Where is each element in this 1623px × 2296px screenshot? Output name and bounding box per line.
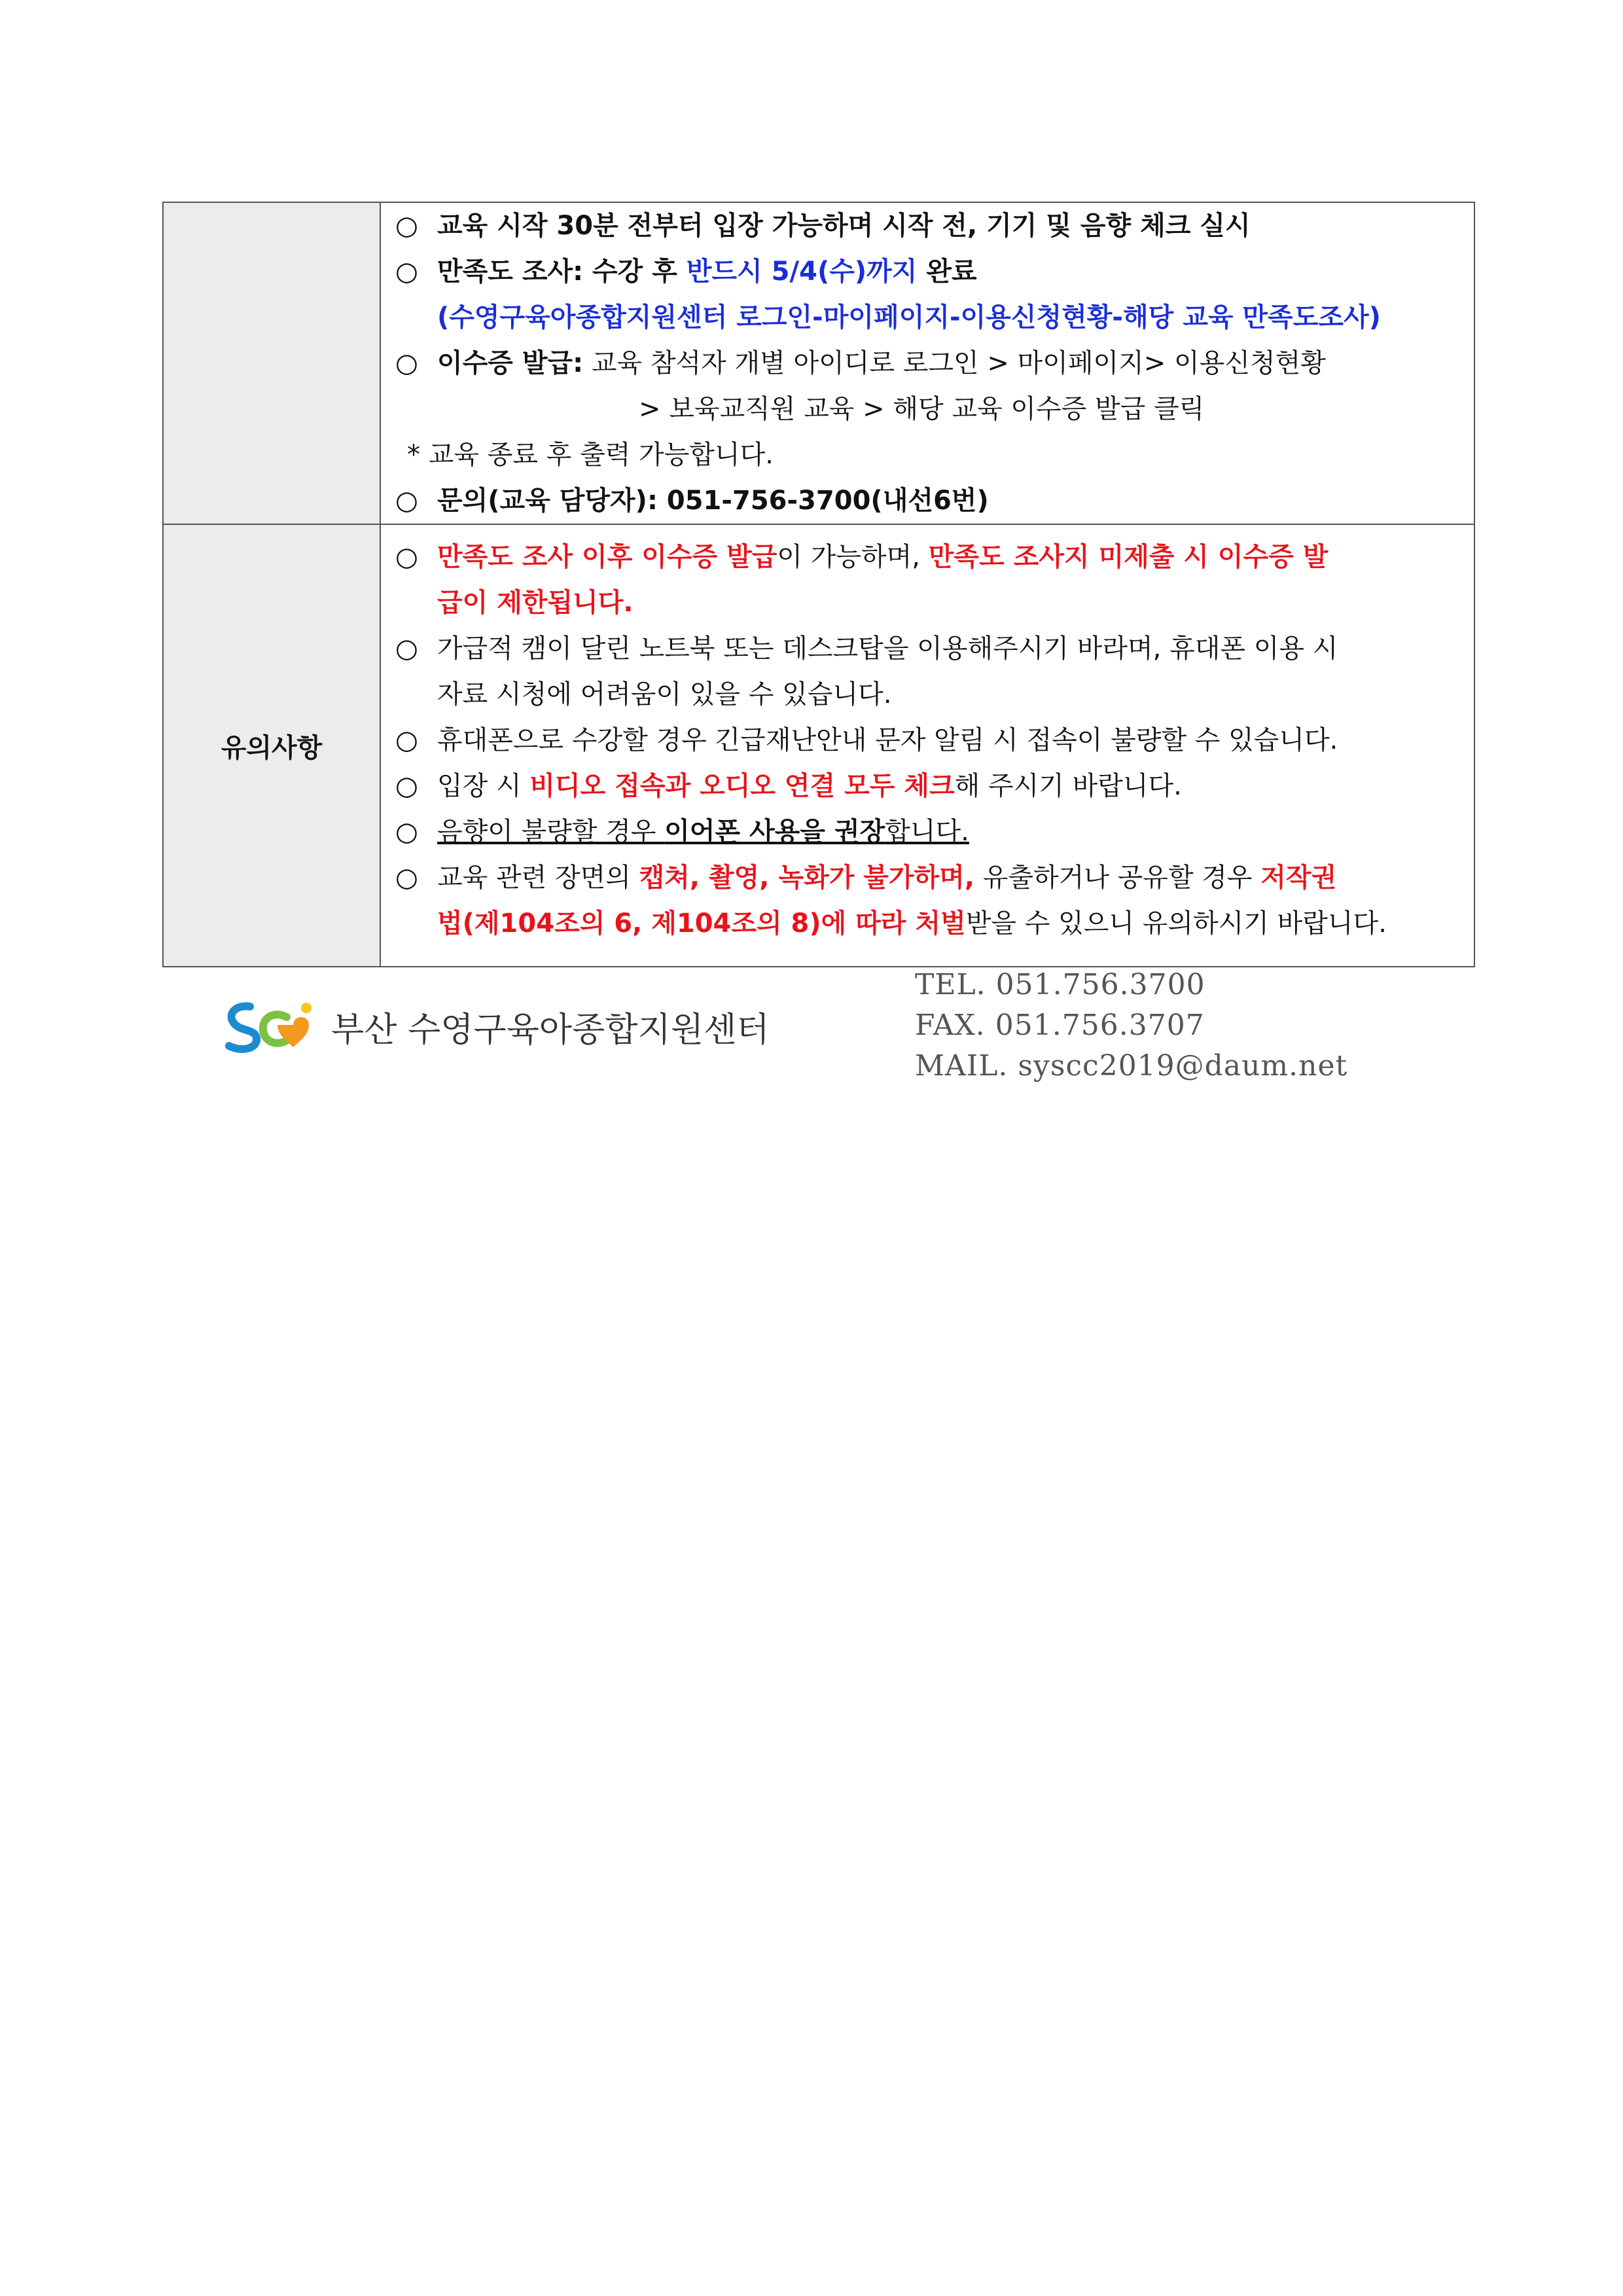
text-segment: 자료 시청에 어려움이 있을 수 있습니다.: [437, 679, 892, 709]
bullet-circle-icon: ○: [395, 725, 418, 755]
row2-line: [395, 717, 1459, 763]
tel-text: TEL. 051.756.3700: [915, 968, 1205, 1001]
text-segment: 캡쳐, 촬영, 녹화가 불가하며,: [639, 863, 975, 893]
center-logo-icon: [223, 995, 321, 1058]
text-segment: 교육 관련 장면의: [437, 863, 639, 893]
text-segment: 교육 참석자 개별 아이디로 로그인 > 마이페이지> 이용신청현황: [583, 348, 1326, 378]
text-segment: 휴대폰으로 수강할 경우 긴급재난안내 문자 알림 시 접속이 불량할 수 있습니다.: [437, 725, 1338, 755]
row2-line: [395, 855, 1459, 901]
caution-label: 유의사항: [163, 524, 380, 967]
row2-line: [395, 901, 1459, 946]
text-segment: * 교육 종료 후 출력 가능합니다.: [407, 440, 774, 470]
text-segment: 해 주시기 바랍니다.: [954, 771, 1182, 801]
bullet-circle-icon: ○: [395, 542, 418, 572]
org-name: 부산 수영구육아종합지원센터: [331, 1010, 770, 1050]
footer-logo: [223, 995, 770, 1058]
row1-line: [395, 478, 1459, 524]
bullet-circle-icon: ○: [395, 863, 418, 893]
row1-line: [395, 249, 1459, 295]
text-segment: > 보육교직원 교육 > 해당 교육 이수증 발급 클릭: [639, 394, 1205, 424]
notice-table: [162, 202, 1475, 967]
text-segment: 만족도 조사: 수강 후: [437, 257, 687, 287]
row1-line: [395, 203, 1459, 249]
row1-line: [395, 340, 1459, 386]
text-segment: 이어폰 사용을 권장: [664, 817, 885, 847]
text-segment: 반드시 5/4(수)까지: [686, 257, 918, 287]
bullet-circle-icon: ○: [395, 257, 418, 287]
text-segment: 완료: [917, 257, 977, 287]
bullet-circle-icon: ○: [395, 771, 418, 801]
row2-line: [395, 626, 1459, 672]
bullet-circle-icon: ○: [395, 486, 418, 516]
row1-line: [395, 386, 1459, 432]
contact-info: [915, 965, 1347, 1086]
text-segment: 음향이 불량할 경우: [437, 817, 665, 847]
info-row-label: [163, 202, 380, 524]
text-segment: 이수증 발급:: [437, 348, 584, 378]
info-row-content: [380, 202, 1474, 524]
row2-line: [395, 672, 1459, 717]
row2-line: [395, 534, 1459, 580]
row1-line: [395, 432, 1459, 478]
text-segment: 합니다.: [885, 817, 969, 847]
text-segment: 받을 수 있으니 유의하시기 바랍니다.: [965, 908, 1387, 939]
text-segment: 입장 시: [437, 771, 530, 801]
mail-text: MAIL. syscc2019@daum.net: [915, 1049, 1348, 1083]
text-segment: 급이 제한됩니다.: [437, 588, 633, 618]
row2-line: [395, 809, 1459, 855]
text-segment: 가급적 캠이 달린 노트북 또는 데스크탑을 이용해주시기 바라며, 휴대폰 이용 시: [437, 634, 1338, 664]
bullet-circle-icon: ○: [395, 211, 418, 241]
text-segment: 만족도 조사 이후 이수증 발급: [437, 542, 777, 572]
row1-line: [395, 295, 1459, 340]
text-segment: 문의(교육 담당자): 051-756-3700(내선6번): [437, 486, 989, 516]
bullet-circle-icon: ○: [395, 634, 418, 664]
bullet-circle-icon: ○: [395, 348, 418, 378]
row2-line: [395, 580, 1459, 626]
info-row: [163, 202, 1474, 524]
caution-row: [163, 524, 1474, 967]
text-segment: 유출하거나 공유할 경우: [974, 863, 1261, 893]
text-segment: 이 가능하며,: [777, 542, 929, 572]
text-segment: 저작권: [1260, 863, 1337, 893]
text-segment: 비디오 접속과 오디오 연결 모두 체크: [529, 771, 955, 801]
text-segment: 법(제104조의 6, 제104조의 8)에 따라 처벌: [437, 908, 966, 939]
caution-row-content: [380, 524, 1474, 967]
text-segment: 만족도 조사지 미제출 시 이수증 발: [928, 542, 1329, 572]
text-segment: (수영구육아종합지원센터 로그인-마이페이지-이용신청현황-해당 교육 만족도조사): [437, 302, 1381, 332]
text-segment: 교육 시작 30분 전부터 입장 가능하며 시작 전, 기기 및 음향 체크 실시: [437, 211, 1251, 241]
row2-line: [395, 763, 1459, 809]
bullet-circle-icon: ○: [395, 817, 418, 847]
fax-text: FAX. 051.756.3707: [915, 1009, 1205, 1042]
